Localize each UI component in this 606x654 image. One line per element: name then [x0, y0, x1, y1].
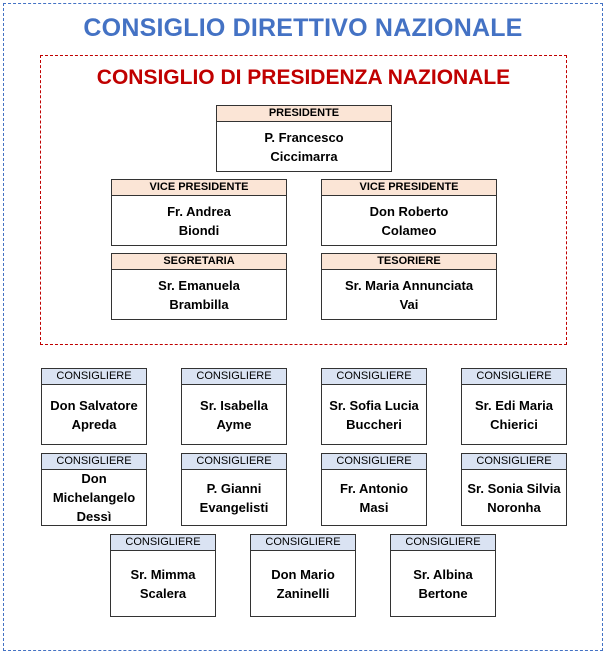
councillor-box — [321, 453, 427, 526]
president-box — [216, 105, 392, 172]
councillor-box — [321, 368, 427, 445]
councillor-box — [110, 534, 216, 617]
councillor-box — [461, 368, 567, 445]
member-name: Sr. Edi Maria Chierici — [474, 397, 554, 432]
role-label: CONSIGLIERE — [42, 369, 146, 385]
member-name: Don Mario Zaninelli — [271, 566, 335, 601]
role-label: CONSIGLIERE — [322, 454, 426, 470]
role-label: CONSIGLIERE — [251, 535, 355, 551]
member-name: Sr. Isabella Ayme — [200, 397, 268, 432]
member-name: Sr. Mimma Scalera — [130, 566, 196, 601]
role-label: VICE PRESIDENTE — [112, 180, 286, 196]
member-name: Sr. Sofia Lucia Buccheri — [329, 397, 419, 432]
member-name: Sr. Albina Bertone — [413, 566, 473, 601]
role-label: CONSIGLIERE — [322, 369, 426, 385]
councillor-box — [41, 368, 147, 445]
member-name: Fr. Antonio Masi — [339, 480, 409, 515]
member-name: Sr. Sonia Silvia Noronha — [467, 480, 561, 515]
councillor-box — [181, 368, 287, 445]
treasurer-box — [321, 253, 497, 320]
role-label: CONSIGLIERE — [391, 535, 495, 551]
councillor-box — [461, 453, 567, 526]
main-title: CONSIGLIO DIRETTIVO NAZIONALE — [83, 14, 523, 42]
member-name: Don Michelangelo Dessì — [52, 471, 136, 524]
councillor-box — [41, 453, 147, 526]
role-label: CONSIGLIERE — [462, 454, 566, 470]
member-name: P. Francesco Ciccimarra — [264, 129, 344, 164]
member-name: Sr. Maria Annunciata Vai — [344, 277, 474, 312]
member-name: P. Gianni Evangelisti — [199, 480, 269, 515]
role-label: CONSIGLIERE — [111, 535, 215, 551]
member-name: Fr. Andrea Biondi — [167, 203, 231, 238]
councillor-box — [250, 534, 356, 617]
secretary-box — [111, 253, 287, 320]
councillor-box — [390, 534, 496, 617]
role-label: CONSIGLIERE — [42, 454, 146, 470]
role-label: PRESIDENTE — [217, 106, 391, 122]
role-label: CONSIGLIERE — [182, 454, 286, 470]
presidency-council-title: CONSIGLIO DI PRESIDENZA NAZIONALE — [96, 66, 511, 89]
role-label: CONSIGLIERE — [182, 369, 286, 385]
role-label: TESORIERE — [322, 254, 496, 270]
member-name: Don Roberto Colameo — [369, 203, 449, 238]
vice-president-box-2 — [321, 179, 497, 246]
role-label: SEGRETARIA — [112, 254, 286, 270]
vice-president-box-1 — [111, 179, 287, 246]
member-name: Sr. Emanuela Brambilla — [158, 277, 240, 312]
role-label: VICE PRESIDENTE — [322, 180, 496, 196]
role-label: CONSIGLIERE — [462, 369, 566, 385]
member-name: Don Salvatore Apreda — [50, 397, 138, 432]
councillor-box — [181, 453, 287, 526]
